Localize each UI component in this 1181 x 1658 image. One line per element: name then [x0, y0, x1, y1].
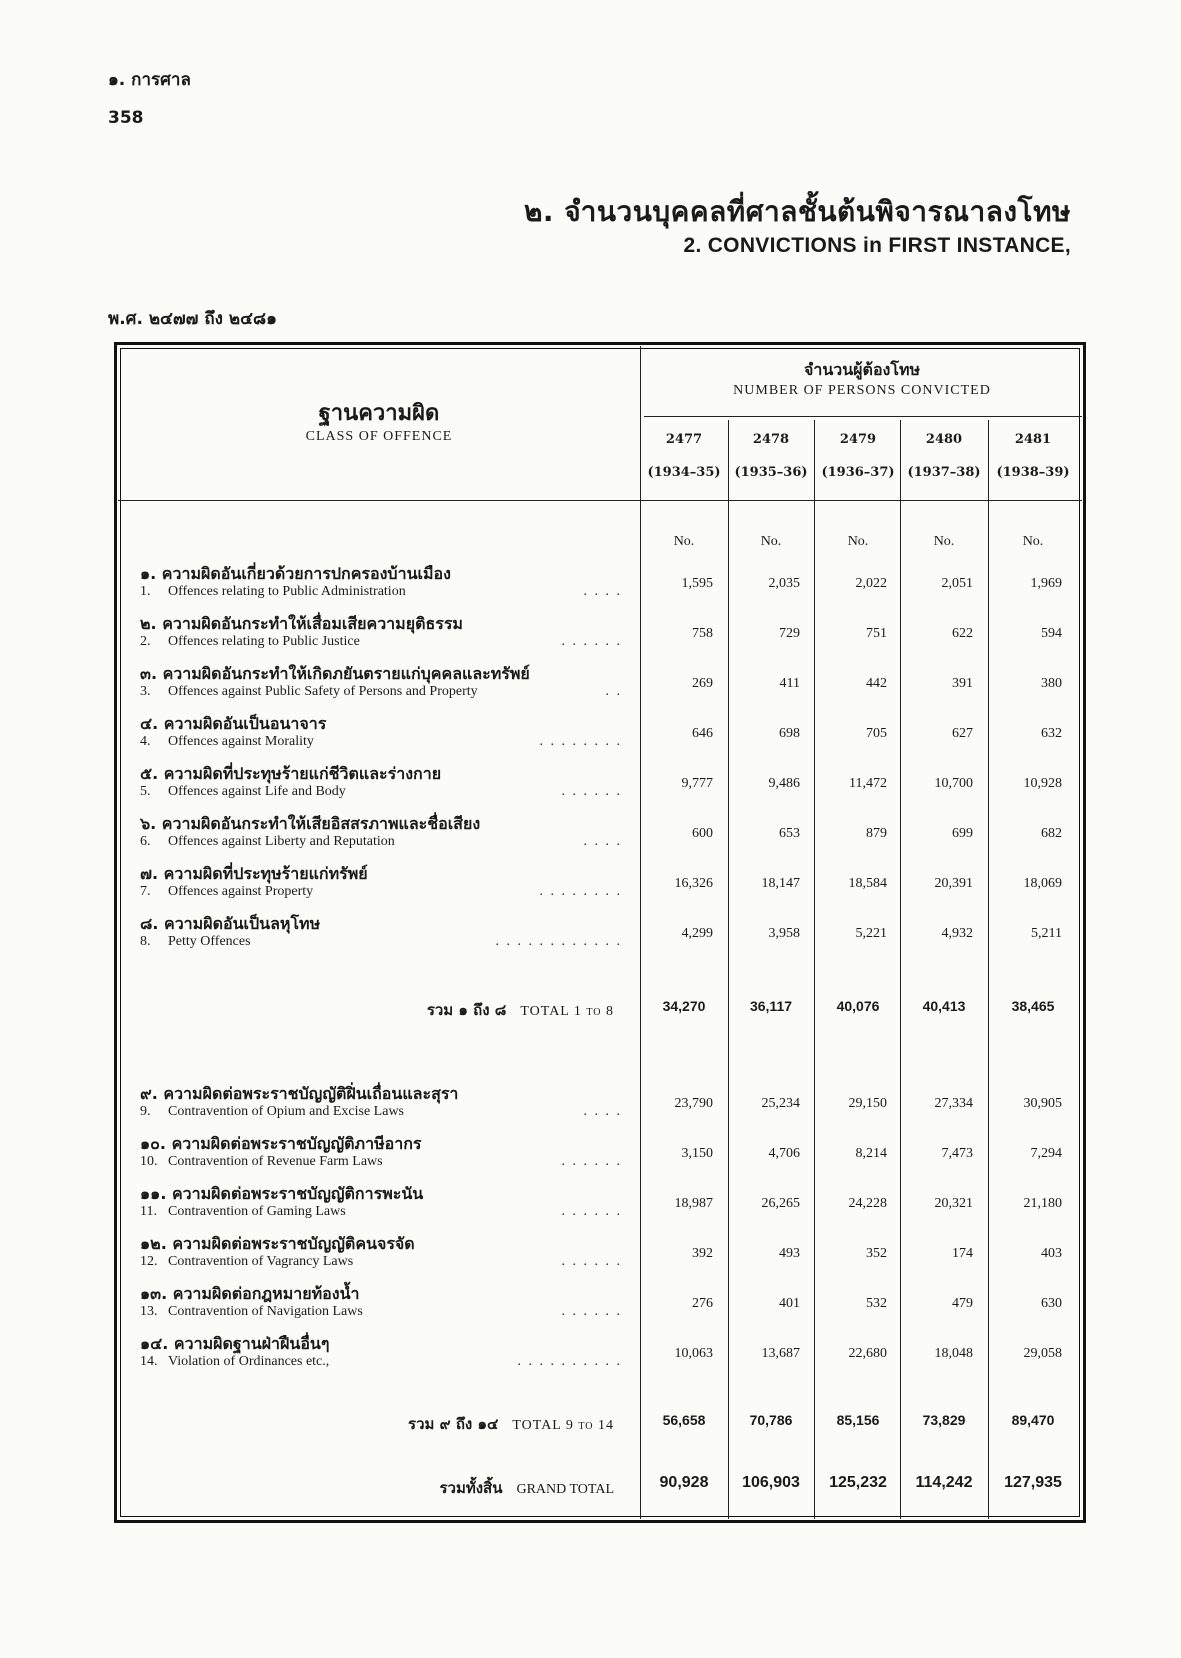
cell-value: 751	[866, 626, 887, 641]
unit-label: No.	[760, 534, 782, 549]
cell-value: 352	[866, 1246, 887, 1261]
cell-value: 632	[1041, 726, 1062, 741]
offence-class-thai: ๑๑. ความผิดต่อพระราชบัญญัติการพะนัน	[140, 1184, 424, 1203]
offence-class-thai: ๑. ความผิดอันเกี่ยวด้วยการปกครองบ้านเมือง	[140, 564, 451, 583]
cell-value: 4,932	[941, 926, 973, 941]
cell-value: 18,987	[674, 1196, 713, 1211]
grand-total-value: 106,903	[742, 1474, 800, 1491]
row-number: 6.	[140, 834, 151, 849]
grand-total-label-thai: รวมทั้งสิ้น	[439, 1479, 503, 1497]
header-rule	[118, 500, 1082, 501]
cell-value: 4,706	[768, 1146, 800, 1161]
row-label: Petty Offences	[168, 934, 251, 949]
offence-class-english	[140, 834, 395, 850]
number-header-thai: จำนวนผู้ต้องโทษ	[803, 360, 921, 379]
offence-class-thai: ๒. ความผิดอันกระทำให้เสื่อมเสียความยุติธรรม	[140, 614, 463, 633]
cell-value: 627	[952, 726, 973, 741]
cell-value: 442	[866, 676, 887, 691]
offence-class-thai: ๖. ความผิดอันกระทำให้เสียอิสสรภาพและชื่อเสียง	[140, 814, 481, 833]
unit-label: No.	[673, 534, 695, 549]
offence-class-thai: ๑๐. ความผิดต่อพระราชบัญญัติภาษีอากร	[140, 1134, 422, 1153]
offence-class-thai: ๔. ความผิดอันเป็นอนาจาร	[140, 714, 327, 733]
cell-value: 27,334	[934, 1096, 973, 1111]
row-number: 9.	[140, 1104, 151, 1119]
cell-value: 10,063	[674, 1346, 713, 1361]
cell-value: 479	[952, 1296, 973, 1311]
offence-class-english	[140, 1254, 353, 1270]
cell-value: 9,486	[768, 776, 800, 791]
offence-class-english	[140, 784, 346, 800]
leader-dots: . . . .	[583, 834, 622, 849]
cell-value: 2,022	[855, 576, 887, 591]
subtotal-label-english: TOTAL 9 to 14	[512, 1418, 614, 1433]
unit-label: No.	[847, 534, 869, 549]
offence-class-english	[140, 1354, 329, 1370]
cell-value: 9,777	[681, 776, 713, 791]
grand-total-value: 90,928	[659, 1474, 709, 1491]
offence-class-english	[140, 884, 313, 900]
cell-value: 401	[779, 1296, 800, 1311]
unit-label: No.	[1022, 534, 1044, 549]
cell-value: 24,228	[848, 1196, 887, 1211]
cell-value: 705	[866, 726, 887, 741]
cell-value: 380	[1041, 676, 1062, 691]
cell-value: 11,472	[849, 776, 887, 791]
offence-class-english	[140, 634, 360, 650]
leader-dots: . . . . . .	[561, 1204, 622, 1219]
leader-dots: . . . . . .	[561, 634, 622, 649]
row-number: 11.	[140, 1204, 157, 1219]
cell-value: 29,058	[1023, 1346, 1062, 1361]
row-label: Offences relating to Public Justice	[168, 634, 360, 649]
year-be-label: 2477	[665, 432, 703, 447]
offence-class-english	[140, 1204, 346, 1220]
cell-value: 10,928	[1023, 776, 1062, 791]
cell-value: 269	[692, 676, 713, 691]
offence-class-thai: ๑๔. ความผิดฐานฝ่าฝืนอื่นๆ	[140, 1334, 330, 1353]
cell-value: 2,051	[941, 576, 973, 591]
subtotal-value: 38,465	[1011, 998, 1055, 1014]
row-label: Contravention of Gaming Laws	[168, 1204, 346, 1219]
row-number: 14.	[140, 1354, 158, 1369]
grand-total-value: 127,935	[1004, 1474, 1062, 1491]
cell-value: 698	[779, 726, 800, 741]
cell-value: 493	[779, 1246, 800, 1261]
subtotal-value: 89,470	[1011, 1412, 1055, 1428]
cell-value: 403	[1041, 1246, 1062, 1261]
cell-value: 879	[866, 826, 887, 841]
row-number: 2.	[140, 634, 151, 649]
year-ad-label: (1934–35)	[647, 465, 721, 480]
row-label: Contravention of Revenue Farm Laws	[168, 1154, 383, 1169]
unit-label: No.	[933, 534, 955, 549]
offence-class-english	[140, 584, 406, 600]
leader-dots: . . . . . .	[561, 784, 622, 799]
cell-value: 532	[866, 1296, 887, 1311]
subtotal-value: 73,829	[922, 1412, 966, 1428]
subtotal-value: 56,658	[662, 1412, 706, 1428]
row-label: Offences against Life and Body	[168, 784, 346, 799]
leader-dots: . . . .	[583, 1104, 622, 1119]
cell-value: 174	[952, 1246, 973, 1261]
class-header-thai: ฐานความผิด	[318, 401, 440, 426]
offence-class-thai: ๘. ความผิดอันเป็นลหุโทษ	[140, 914, 321, 933]
row-number: 7.	[140, 884, 151, 899]
offence-class-english	[140, 934, 251, 950]
leader-dots: . . . . . . . .	[539, 884, 622, 899]
cell-value: 18,584	[848, 876, 887, 891]
leader-dots: . . . . . . . . . .	[517, 1354, 622, 1369]
year-ad-label: (1936–37)	[821, 465, 895, 480]
offence-class-thai: ๑๓. ความผิดต่อกฎหมายท้องน้ำ	[140, 1284, 360, 1303]
grand-total-label-english: GRAND TOTAL	[516, 1482, 614, 1497]
cell-value: 392	[692, 1246, 713, 1261]
year-ad-label: (1937–38)	[907, 465, 981, 480]
row-label: Offences relating to Public Administration	[168, 584, 406, 599]
year-be-label: 2479	[839, 432, 877, 447]
subtotal-value: 34,270	[662, 998, 706, 1014]
cell-value: 18,147	[761, 876, 800, 891]
offence-class-english	[140, 1104, 404, 1120]
row-number: 1.	[140, 584, 151, 599]
cell-value: 7,294	[1030, 1146, 1062, 1161]
year-be-label: 2480	[925, 432, 963, 447]
cell-value: 7,473	[941, 1146, 973, 1161]
period-label: พ.ศ. ๒๔๗๗ ถึง ๒๔๘๑	[108, 309, 277, 329]
cell-value: 18,048	[934, 1346, 973, 1361]
offence-class-english	[140, 684, 478, 700]
offence-class-thai: ๑๒. ความผิดต่อพระราชบัญญัติคนจรจัด	[140, 1234, 415, 1253]
subtotal-label-thai: รวม ๙ ถึง ๑๔	[408, 1415, 499, 1433]
row-label: Offences against Property	[168, 884, 314, 899]
cell-value: 391	[952, 676, 973, 691]
cell-value: 411	[779, 676, 800, 691]
subtotal-label-thai: รวม ๑ ถึง ๘	[426, 1001, 507, 1019]
offence-class-english	[140, 1154, 383, 1170]
cell-value: 594	[1041, 626, 1062, 641]
row-number: 3.	[140, 684, 151, 699]
section-label: ๑. การศาล	[108, 70, 191, 90]
grand-total-value: 114,242	[915, 1474, 973, 1491]
grand-total-value: 125,232	[829, 1474, 887, 1491]
offence-class-thai: ๙. ความผิดต่อพระราชบัญญัติฝิ่นเถื่อนและสุรา	[140, 1084, 459, 1103]
offence-class-thai: ๓. ความผิดอันกระทำให้เกิดภยันตรายแก่บุคคลและทรัพย์	[140, 664, 530, 683]
cell-value: 2,035	[768, 576, 800, 591]
cell-value: 3,958	[768, 926, 800, 941]
leader-dots: . . . . . .	[561, 1254, 622, 1269]
cell-value: 5,211	[1031, 926, 1062, 941]
cell-value: 5,221	[855, 926, 887, 941]
cell-value: 4,299	[681, 926, 713, 941]
subtotal-value: 40,076	[836, 998, 880, 1014]
subtotal-label-english: TOTAL 1 to 8	[520, 1004, 614, 1019]
row-label: Contravention of Opium and Excise Laws	[168, 1104, 405, 1119]
cell-value: 600	[692, 826, 713, 841]
leader-dots: . . . . . .	[561, 1154, 622, 1169]
year-ad-label: (1938–39)	[996, 465, 1070, 480]
row-number: 12.	[140, 1254, 158, 1269]
cell-value: 21,180	[1023, 1196, 1062, 1211]
row-number: 8.	[140, 934, 151, 949]
subtotal-value: 70,786	[749, 1412, 793, 1428]
cell-value: 30,905	[1023, 1096, 1062, 1111]
year-be-label: 2481	[1014, 432, 1052, 447]
offence-class-thai: ๕. ความผิดที่ประทุษร้ายแก่ชีวิตและร่างกาย	[140, 764, 442, 783]
leader-dots: . .	[605, 684, 622, 699]
table-title-thai: ๒. จำนวนบุคคลที่ศาลชั้นต้นพิจารณาลงโทษ	[523, 195, 1071, 228]
offence-class-english	[140, 1304, 363, 1320]
cell-value: 653	[779, 826, 800, 841]
cell-value: 10,700	[934, 776, 973, 791]
cell-value: 22,680	[848, 1346, 887, 1361]
subtotal-value: 85,156	[836, 1412, 880, 1428]
row-number: 10.	[140, 1154, 158, 1169]
cell-value: 276	[692, 1296, 713, 1311]
year-ad-label: (1935–36)	[734, 465, 808, 480]
cell-value: 18,069	[1023, 876, 1062, 891]
table-title-english: 2. CONVICTIONS in FIRST INSTANCE,	[683, 234, 1071, 257]
leader-dots: . . . . . .	[561, 1304, 622, 1319]
leader-dots: . . . . . . . .	[539, 734, 622, 749]
offence-class-thai: ๗. ความผิดที่ประทุษร้ายแก่ทรัพย์	[140, 864, 368, 883]
cell-value: 1,595	[681, 576, 713, 591]
leader-dots: . . . .	[583, 584, 622, 599]
year-be-label: 2478	[752, 432, 790, 447]
cell-value: 3,150	[681, 1146, 713, 1161]
class-header-english: CLASS OF OFFENCE	[305, 429, 453, 444]
subtotal-value: 40,413	[922, 998, 966, 1014]
row-label: Offences against Morality	[168, 734, 314, 749]
cell-value: 16,326	[674, 876, 713, 891]
row-label: Contravention of Vagrancy Laws	[168, 1254, 354, 1269]
row-label: Offences against Liberty and Reputation	[168, 834, 395, 849]
row-label: Contravention of Navigation Laws	[168, 1304, 363, 1319]
cell-value: 622	[952, 626, 973, 641]
subtotal-value: 36,117	[749, 998, 793, 1014]
row-label: Offences against Public Safety of Persons and Property	[168, 684, 478, 699]
cell-value: 1,969	[1030, 576, 1062, 591]
leader-dots: . . . . . . . . . . . .	[495, 934, 622, 949]
cell-value: 682	[1041, 826, 1062, 841]
row-number: 13.	[140, 1304, 158, 1319]
cell-value: 23,790	[674, 1096, 713, 1111]
subtotal-label	[427, 998, 614, 1022]
cell-value: 25,234	[761, 1096, 800, 1111]
cell-value: 20,391	[934, 876, 973, 891]
cell-value: 630	[1041, 1296, 1062, 1311]
cell-value: 26,265	[761, 1196, 800, 1211]
cell-value: 729	[779, 626, 800, 641]
subtotal-label	[408, 1412, 614, 1436]
cell-value: 646	[692, 726, 713, 741]
grand-total-label	[439, 1476, 614, 1500]
cell-value: 699	[952, 826, 973, 841]
cell-value: 8,214	[855, 1146, 887, 1161]
page-number: 358	[108, 108, 144, 128]
number-header-english: NUMBER OF PERSONS CONVICTED	[733, 383, 991, 398]
cell-value: 758	[692, 626, 713, 641]
cell-value: 29,150	[848, 1096, 887, 1111]
row-number: 5.	[140, 784, 151, 799]
offence-class-english	[140, 734, 314, 750]
row-label: Violation of Ordinances etc.,	[168, 1354, 330, 1369]
cell-value: 20,321	[934, 1196, 973, 1211]
cell-value: 13,687	[761, 1346, 800, 1361]
row-number: 4.	[140, 734, 151, 749]
header-rule	[644, 416, 1082, 417]
